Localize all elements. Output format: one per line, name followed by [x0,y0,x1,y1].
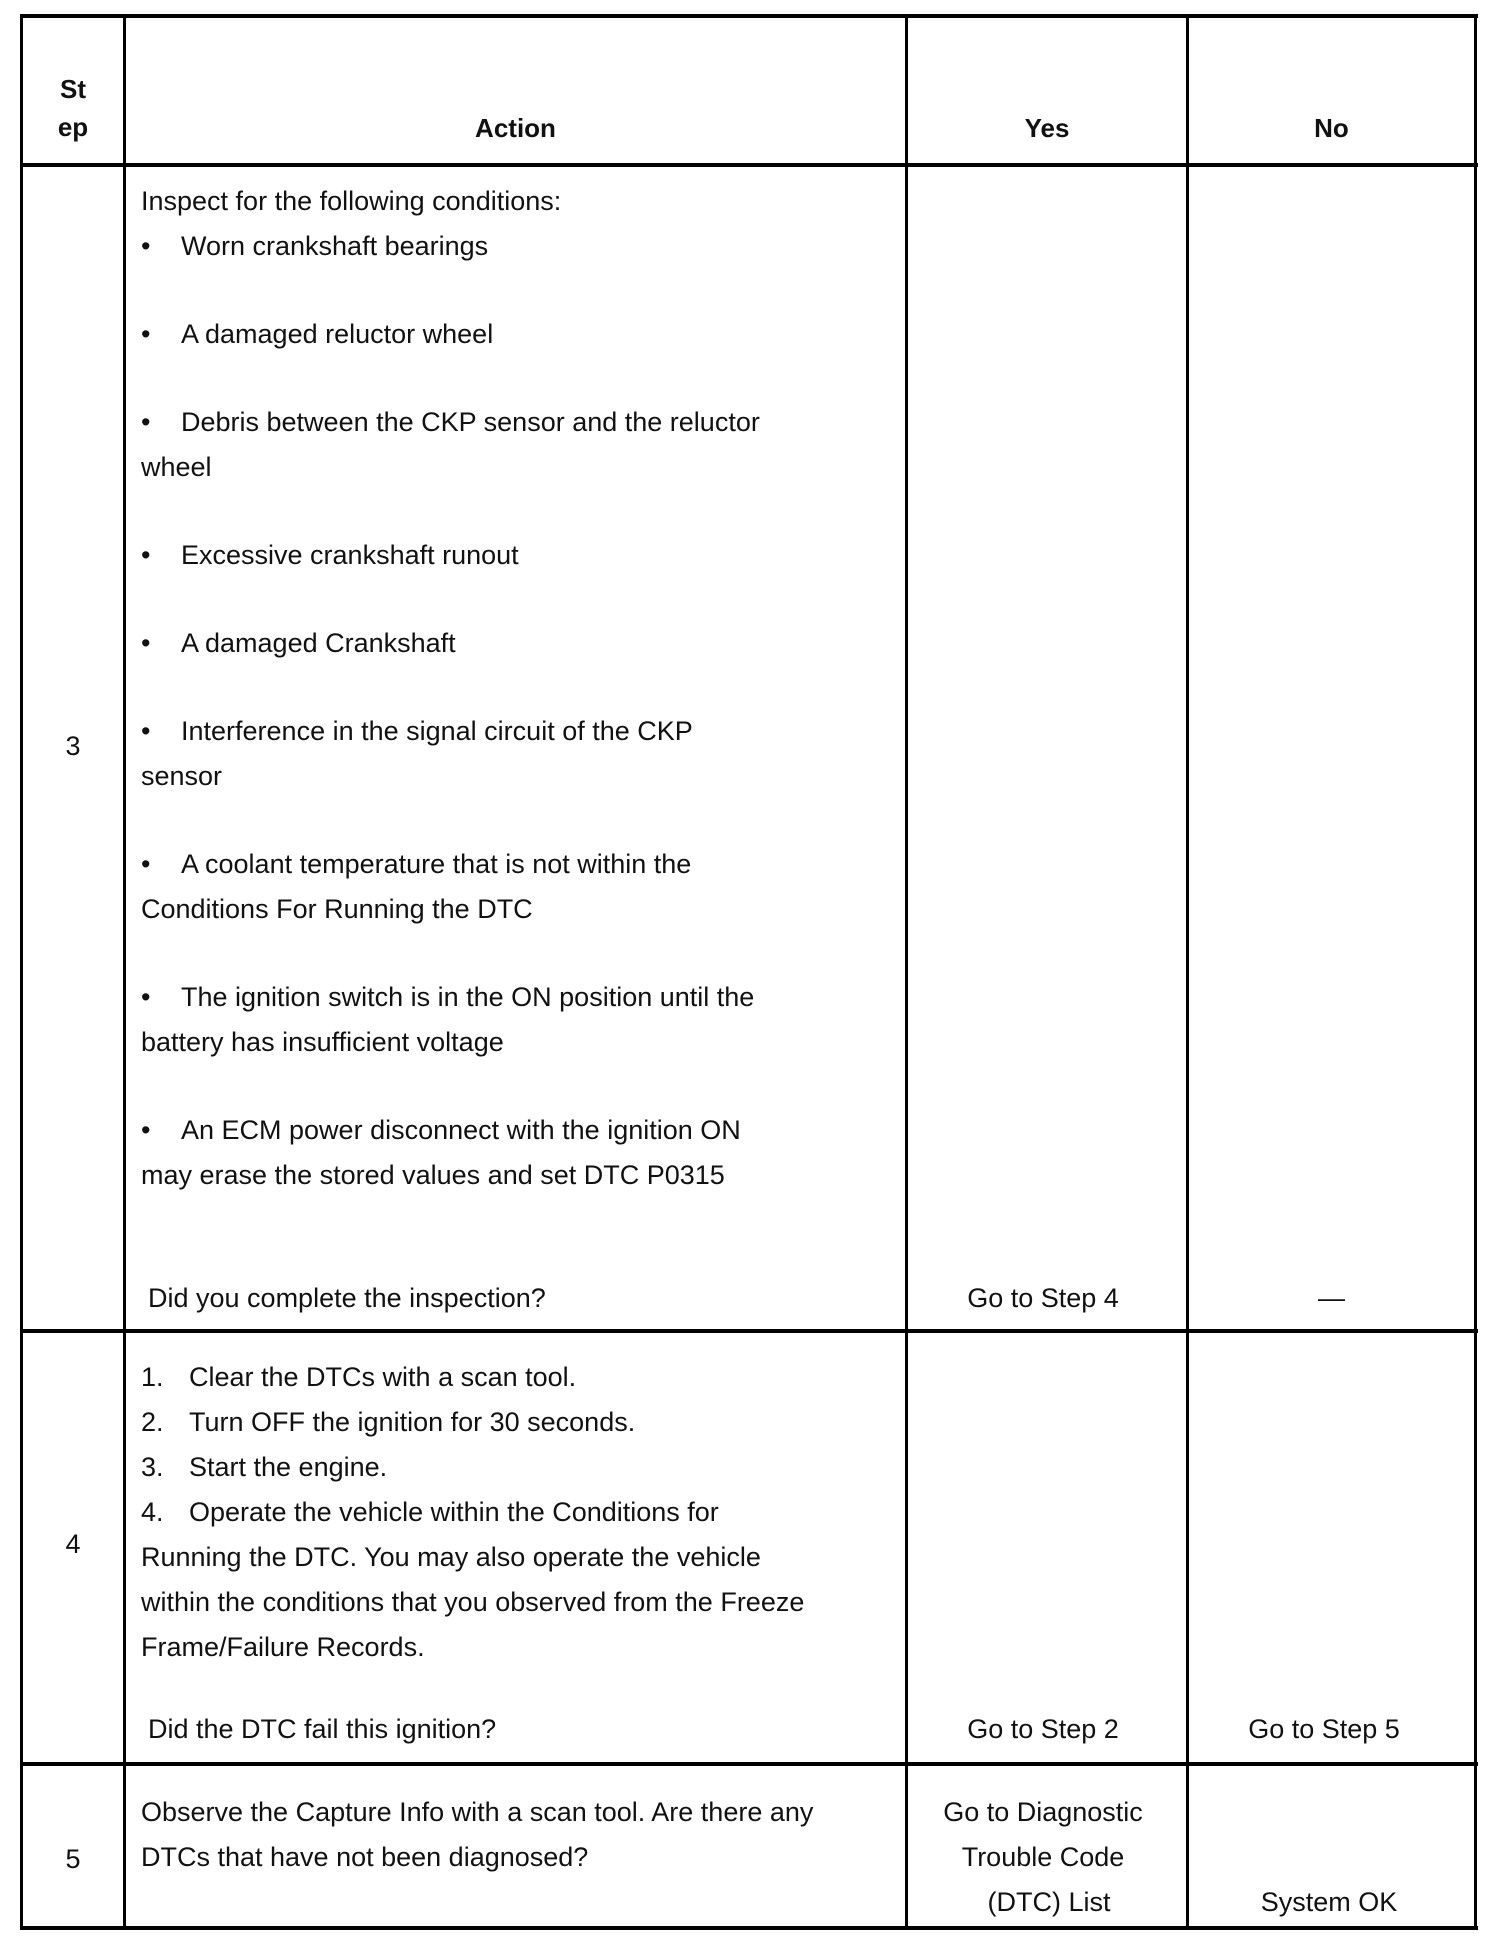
procedure-step: 2. Turn OFF the ignition for 30 seconds. [141,1407,636,1437]
col-divider-action [905,14,908,1930]
table-border-top [20,14,1478,18]
step-5-yes: Go to Diagnostic Trouble Code (DTC) List [943,1797,1143,1917]
table-border-bottom [20,1926,1478,1930]
header-step-line2: ep [57,112,89,142]
condition-item: • Interference in the signal circuit of the CKP [141,716,693,746]
step-3-no: — [1318,1283,1345,1313]
header-no: No [1314,113,1349,143]
condition-item: • A damaged Crankshaft [141,628,456,658]
step-3-intro: Inspect for the following conditions: [141,186,562,216]
row-divider-4-5 [20,1762,1478,1766]
procedure-step: 3. Start the engine. [141,1452,388,1482]
step-number-3: 3 [65,731,81,761]
col-divider-yes [1186,14,1189,1930]
procedure-step: 1. Clear the DTCs with a scan tool. [141,1362,577,1392]
condition-item: • A coolant temperature that is not within the [141,849,692,879]
condition-item: • Worn crankshaft bearings [141,231,489,261]
step-4-yes: Go to Step 2 [967,1714,1119,1744]
header-step-line1: St [60,74,86,104]
step-3-yes: Go to Step 4 [967,1283,1119,1313]
header-divider [20,163,1478,167]
step-number-4: 4 [65,1529,81,1559]
table-border-left [20,14,23,1930]
step-5-action: Observe the Capture Info with a scan tool. Are there any DTCs that have not been diagnosed? [141,1797,814,1872]
col-divider-step [123,14,126,1930]
step-4-action: 1. Clear the DTCs with a scan tool. 2. Turn OFF the ignition for 30 seconds. 3. Start the engine. 4. Operate the vehicle within the Conditions for Running the DTC. You may also operate the vehicle within the conditions that you observed from the Freeze Frame/Failure Records. [141,1355,901,1670]
step-4-no: Go to Step 5 [1248,1714,1400,1744]
condition-item: • The ignition switch is in the ON position until the [141,982,755,1012]
step-5-no: System OK [1260,1887,1398,1917]
condition-item: • Debris between the CKP sensor and the reluctor [141,407,760,437]
condition-item: • A damaged reluctor wheel [141,319,494,349]
table-border-right [1474,14,1477,1930]
header-action: Action [475,113,556,143]
header-yes: Yes [1024,113,1070,143]
procedure-step: 4. Operate the vehicle within the Conditions for [141,1497,719,1527]
diagnostic-table [20,14,1478,1942]
step-3-question: Did you complete the inspection? [148,1283,546,1313]
step-number-5: 5 [65,1844,81,1874]
condition-item: • Excessive crankshaft runout [141,540,519,570]
step-3-action: Inspect for the following conditions: • Worn crankshaft bearings • A damaged reluctor wheel • Debris between the CKP sensor and the reluctor wheel • Excessive crankshaft runout • A damaged Crankshaft • Interference in the signal circuit of the CKP sensor • A coolant temperature that is not within the Conditions For Running the DTC • The ignition switch is in the ON position until the battery has insufficient voltage • An ECM power disconnect with the ignition ON may erase the stored values and set DTC P0315 [141,179,901,1198]
row-divider-3-4 [20,1329,1478,1333]
header-step [23,70,123,146]
step-4-question: Did the DTC fail this ignition? [148,1714,497,1744]
condition-item: • An ECM power disconnect with the ignition ON [141,1115,741,1145]
